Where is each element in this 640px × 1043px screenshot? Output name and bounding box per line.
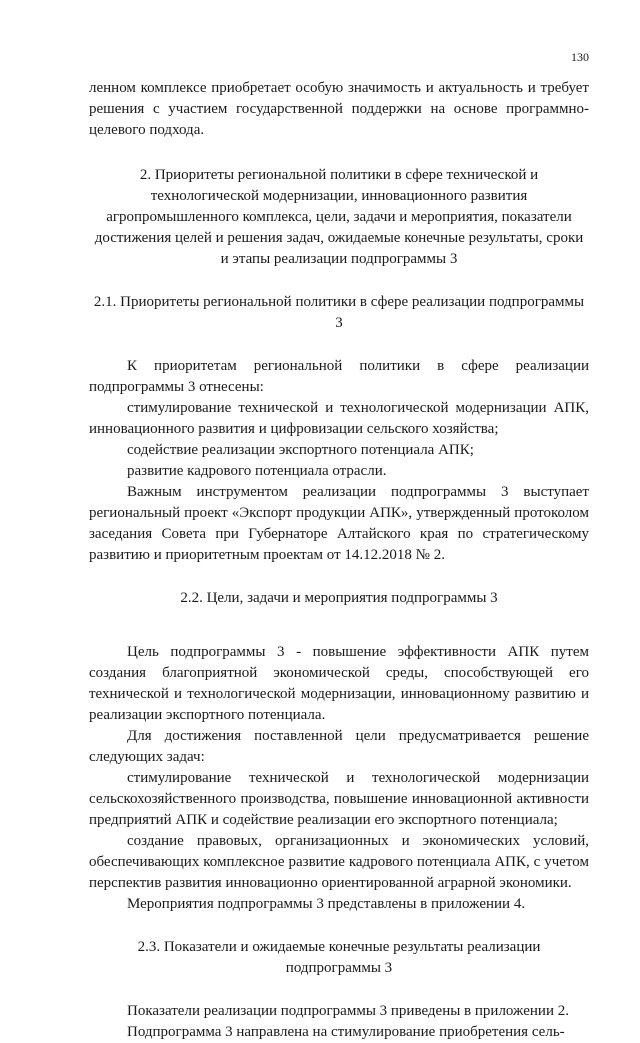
paragraph: Показатели реализации подпрограммы 3 приведены в приложении 2. (127, 1003, 569, 1019)
section-2-3-body (89, 1001, 589, 1043)
paragraph: К приоритетам региональной политики в сфере реализации подпрограммы 3 отнесены: (89, 358, 589, 395)
list-item: создание правовых, организационных и экономических условий, обеспечивающих комплексное развитие кадрового потенциала АПК, с учетом перспектив развития инновационно ориентированной аграрной экономики. (89, 833, 589, 891)
paragraph: Для достижения поставленной цели предусматривается решение следующих задач: (89, 728, 589, 765)
list-item: развитие кадрового потенциала отрасли. (127, 463, 387, 479)
document-body (89, 78, 589, 1043)
list-item: содействие реализации экспортного потенциала АПК; (127, 442, 474, 458)
list-item: стимулирование технической и технологической модернизации АПК, инновационного развития и цифровизации сельского хозяйства; (89, 400, 589, 437)
paragraph: Важным инструментом реализации подпрограммы 3 выступает региональный проект «Экспорт продукции АПК», утвержденный протоколом заседания Совета при Губернаторе Алтайского края по стратегическому развитию и приоритетным проектам от 14.12.2018 № 2. (89, 484, 589, 563)
section-2-heading: 2. Приоритеты региональной политики в сфере технической и технологической модернизации, инновационного развития агропромышленного комплекса, цели, задачи и мероприятия, показатели достижения целей и решения задач, ожидаемые конечные результаты, сроки и этапы реализации подпрограммы 3 (94, 167, 584, 267)
section-2-2-body (89, 642, 589, 915)
paragraph: Цель подпрограммы 3 - повышение эффективности АПК путем создания благоприятной экономической среды, способствующей его технической и технологической модернизации, инновационному развитию и реализации экспортного потенциала. (89, 644, 589, 723)
paragraph: Мероприятия подпрограммы 3 представлены в приложении 4. (127, 896, 526, 912)
list-item: стимулирование технической и технологической модернизации сельскохозяйственного производства, повышение инновационной активности предприятий АПК и содействие реализации его экспортного потенциала; (89, 770, 589, 828)
paragraph: Подпрограмма 3 направлена на стимулирование приобретения сель- (127, 1024, 565, 1040)
section-2-3-heading: 2.3. Показатели и ожидаемые конечные результаты реализации подпрограммы 3 (137, 939, 541, 976)
section-2-1-body (89, 356, 589, 566)
section-2-2-heading: 2.2. Цели, задачи и мероприятия подпрограммы 3 (180, 590, 498, 606)
continuation-paragraph: ленном комплексе приобретает особую значимость и актуальность и требует решения с участием государственной поддержки на основе программно-целевого подхода. (89, 80, 589, 138)
section-2-1-heading: 2.1. Приоритеты региональной политики в сфере реализации подпрограммы 3 (93, 294, 585, 331)
page-number: 130 (571, 50, 589, 64)
